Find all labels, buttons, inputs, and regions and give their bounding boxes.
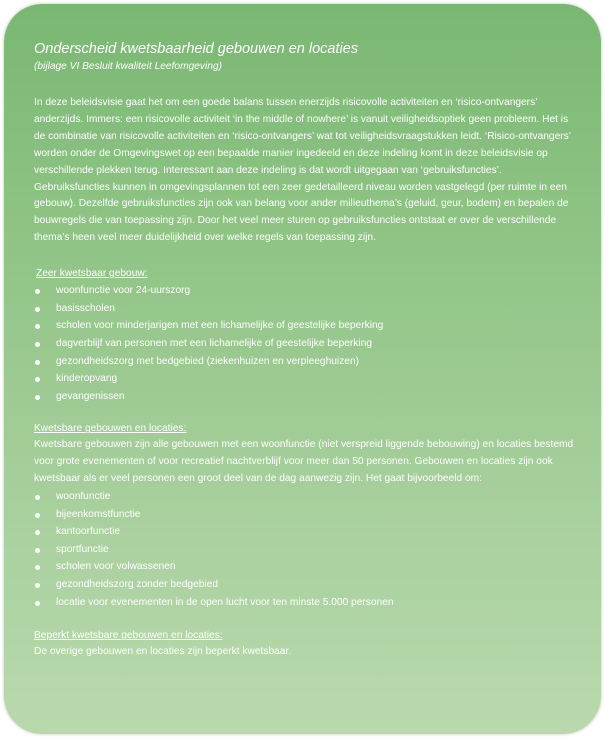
- beperkt-kwetsbaar-paragraph: De overige gebouwen en locaties zijn beperkt kwetsbaar.: [34, 646, 292, 658]
- list-item: sportfunctie: [34, 541, 575, 559]
- list-item: kantoorfunctie: [34, 523, 575, 541]
- list-item: kinderopvang: [34, 370, 575, 388]
- section-heading-beperkt-kwetsbaar: Beperkt kwetsbare gebouwen en locaties:: [34, 630, 223, 642]
- list-item: locatie voor evenementen in de open lucht voor ten minste 5.000 personen: [34, 594, 575, 612]
- card-title: Onderscheid kwetsbaarheid gebouwen en locaties: [34, 41, 359, 57]
- list-item: gezondheidszorg zonder bedgebied: [34, 576, 575, 594]
- list-item: bijeenkomstfunctie: [34, 506, 575, 524]
- list-item: gevangenissen: [34, 388, 575, 406]
- list-item: dagverblijf van personen met een lichamelijke of geestelijke beperking: [34, 335, 575, 353]
- list-item: woonfunctie: [34, 488, 575, 506]
- list-item: basisscholen: [34, 300, 575, 318]
- section-heading-zeer-kwetsbaar: Zeer kwetsbaar gebouw:: [36, 268, 148, 280]
- card-subtitle: (bijlage VI Besluit kwaliteit Leefomgeving): [34, 61, 222, 72]
- list-item: gezondheidszorg met bedgebied (ziekenhuizen en verpleeghuizen): [34, 353, 575, 371]
- kwetsbaar-paragraph: Kwetsbare gebouwen zijn alle gebouwen met een woonfunctie (niet verspreid liggende bebouwing) en locaties bestemd voor grote evenementen of voor recreatief nachtverblijf voor meer dan 50 personen. Gebouwen en locaties zijn ook kwetsbaar als er veel personen een groot deel van de dag aanwezig zijn. Het gaat bijvoorbeeld om:: [34, 439, 574, 485]
- list-item: scholen voor volwassenen: [34, 558, 575, 576]
- section-heading-kwetsbaar: Kwetsbare gebouwen en locaties:: [34, 423, 187, 435]
- list-item: woonfunctie voor 24-uurszorg: [34, 282, 575, 300]
- list-item: scholen voor minderjarigen met een lichamelijke of geestelijke beperking: [34, 317, 575, 335]
- list-zeer-kwetsbaar: [34, 282, 575, 405]
- info-card: [4, 4, 601, 734]
- list-kwetsbaar: [34, 488, 575, 611]
- intro-paragraph: In deze beleidsvisie gaat het om een goede balans tussen enerzijds risicovolle activiteiten en ‘risico-ontvangers’ anderzijds. Immers: een risicovolle activiteit ‘in the middle of nowhere’ is vanuit veiligheidsoptiek geen probleem. Het is de combinatie van risicovolle activiteiten en ‘risico-ontvangers’ wat tot veiligheidsvraagstukken leidt. ‘Risico-ontvangers’ worden onder de Omgevingswet op een bepaalde manier ingedeeld en deze indeling komt in deze beleidsvisie op verschillende plekken terug. Interessant aan deze indeling is dat wordt uitgegaan van ‘gebruiksfuncties’. Gebruiksfuncties kunnen in omgevingsplannen tot een zeer gedetailleerd niveau worden vastgelegd (per ruimte in een gebouw). Dezelfde gebruiksfuncties zijn ook van belang voor ander milieuthema’s (geluid, geur, bodem) en bepalen de bouwregels die van toepassing zijn. Door het veel meer sturen op gebruiksfuncties ontstaat er over de verschillende thema’s heen veel meer duidelijkheid over welke regels van toepassing zijn.: [34, 97, 571, 244]
